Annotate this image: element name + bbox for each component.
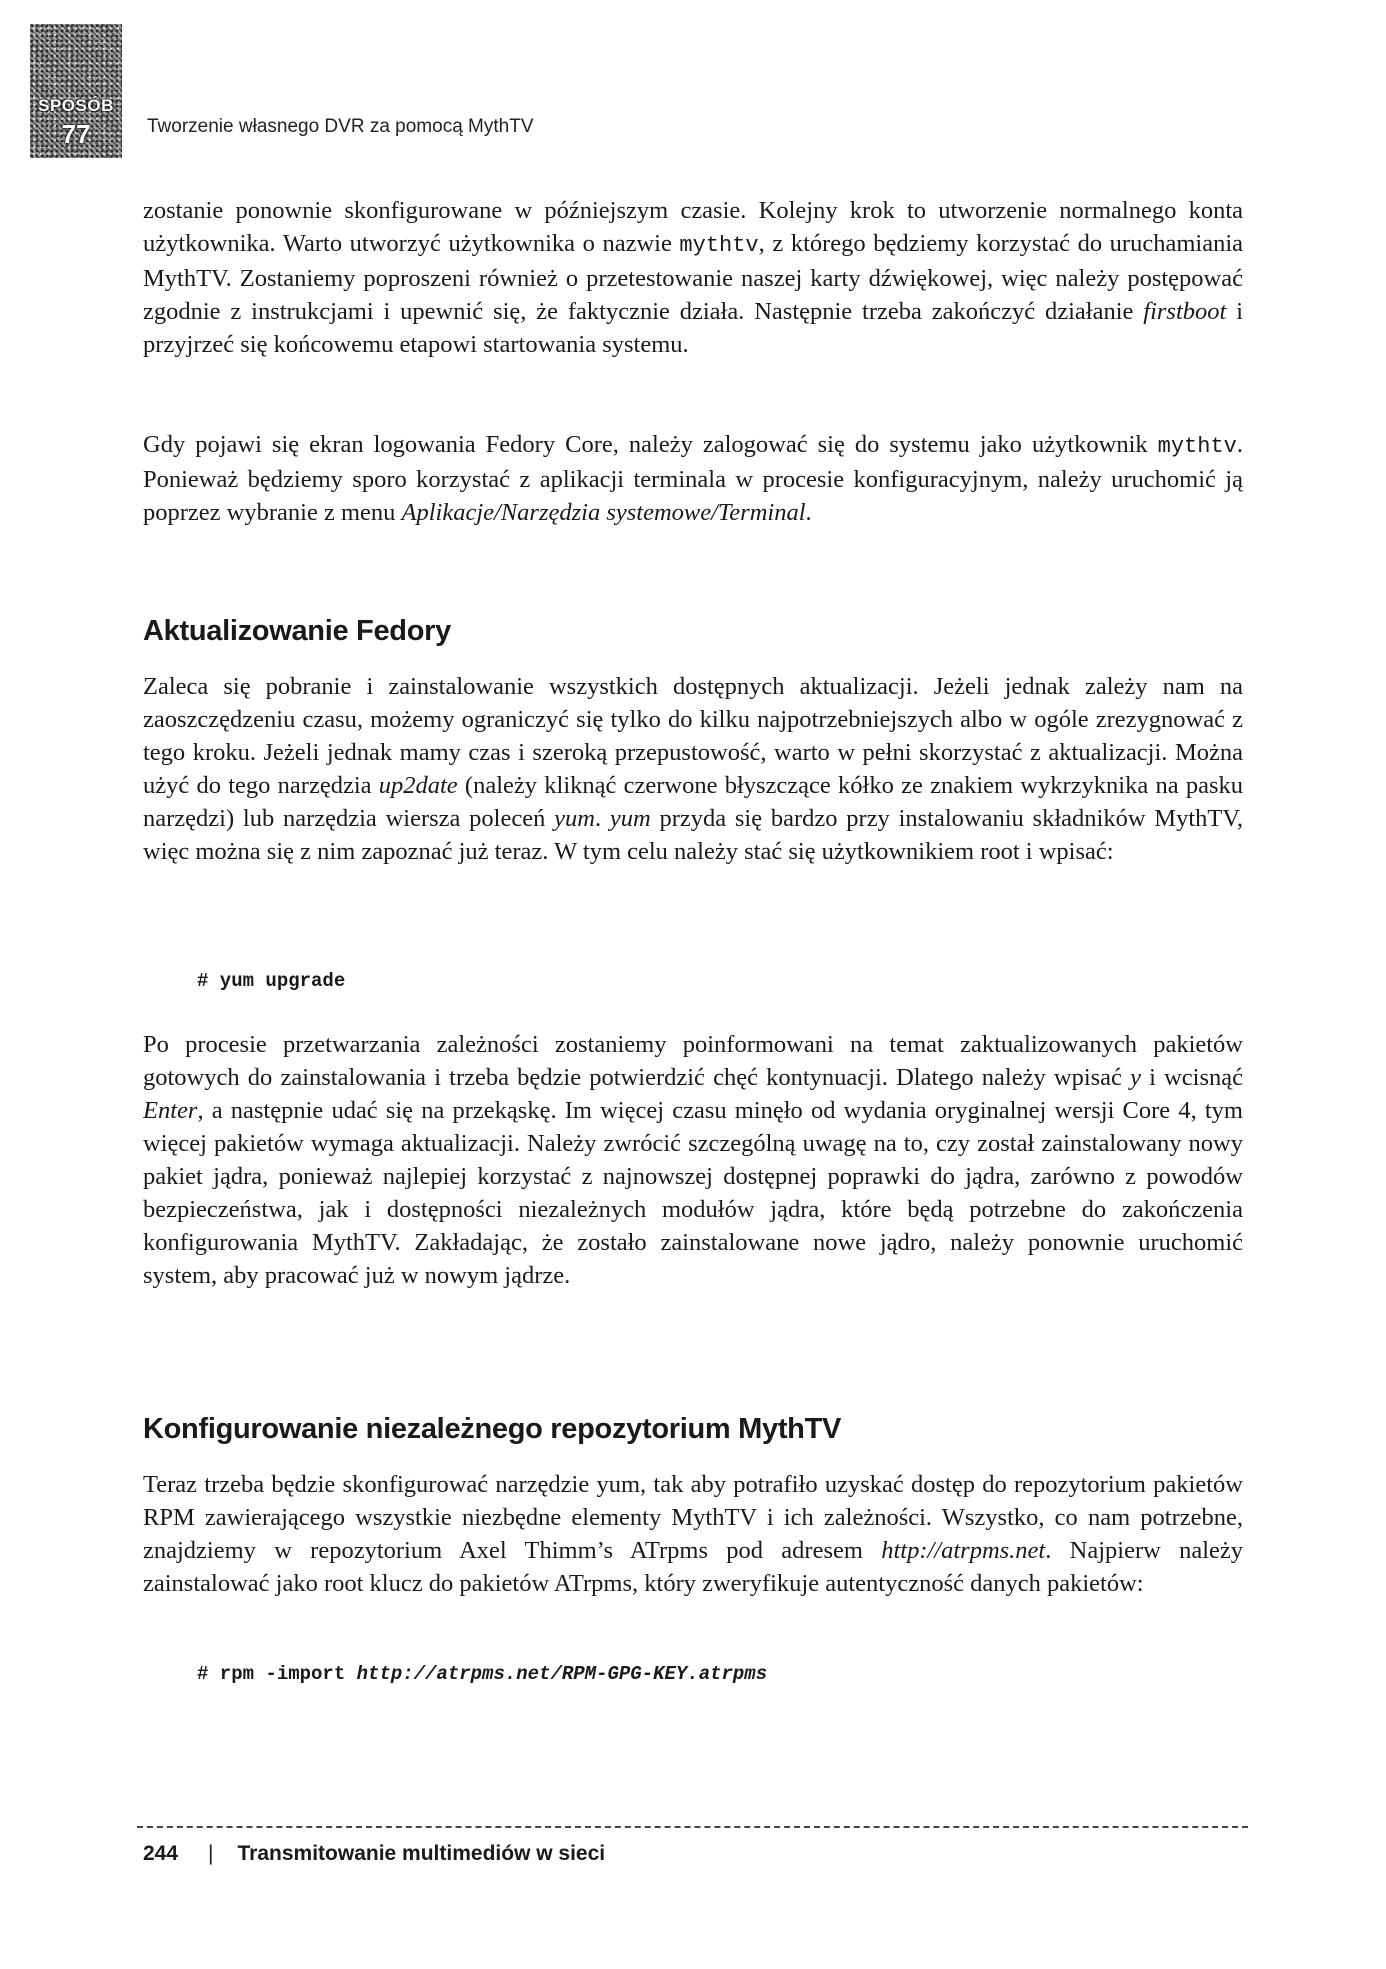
paragraph-3: Zaleca się pobranie i zainstalowanie wszystkich dostępnych aktualizacji. Jeżeli jednak zależy nam na zaoszczędzeniu czasu, możemy ograniczyć się tylko do kilku najpotrzebniejszych albo w ogóle zrezygnować z tego kroku. Jeżeli jednak mamy czas i szeroką przepustowość, warto w pełni skorzystać z aktualizacji. Można użyć do tego narzędzia up2date (należy kliknąć czerwone błyszczące kółko ze znakiem wykrzyknika na pasku narzędzi) lub narzędzia wiersza poleceń yum. yum przyda się bardzo przy instalowaniu składników MythTV, więc można się z nim zapoznać już teraz. W tym celu należy stać się użytkownikiem root i wpisać: (143, 673, 1244, 865)
emphasis: yum (554, 805, 595, 832)
inline-code: mythtv (679, 233, 759, 258)
emphasis: http://atrpms.net (881, 1537, 1046, 1564)
badge-number: 77 (61, 119, 91, 149)
section-badge (30, 24, 122, 158)
code-block-yum-upgrade: # yum upgrade (197, 970, 346, 992)
section-heading-repository: Konfigurowanie niezależnego repozytorium MythTV (143, 1413, 842, 1445)
code-block-rpm-import: # rpm -import http://atrpms.net/RPM-GPG-KEY.atrpms (197, 1663, 768, 1685)
footer-separator: | (208, 1842, 214, 1865)
section-heading-updates: Aktualizowanie Fedory (143, 615, 451, 647)
emphasis: Enter (143, 1097, 198, 1124)
page-number: 244 (143, 1842, 179, 1865)
paragraph-2: Gdy pojawi się ekran logowania Fedory Core, należy zalogować się do systemu jako użytkownik mythtv. Ponieważ będziemy sporo korzystać z aplikacji terminala w procesie konfiguracyjnym, należy uruchomić ją poprzez wybranie z menu Aplikacje/Narzędzia systemowe/Terminal. (143, 431, 1243, 526)
code-url: http://atrpms.net/RPM-GPG-KEY.atrpms (356, 1663, 768, 1685)
inline-code: mythtv (1157, 434, 1237, 459)
paragraph-5: Teraz trzeba będzie skonfigurować narzędzie yum, tak aby potrafiło uzyskać dostęp do repozytorium pakietów RPM zawierającego wszystkie niezbędne elementy MythTV i ich zależności. Wszystko, co nam potrzebne, znajdziemy w repozytorium Axel Thimm’s ATrpms pod adresem http://atrpms.net. Najpierw należy zainstalować jako root klucz do pakietów ATrpms, który zweryfikuje autentyczność danych pakietów: (143, 1471, 1243, 1597)
paragraph-1: zostanie ponownie skonfigurowane w późniejszym czasie. Kolejny krok to utworzenie normalnego konta użytkownika. Warto utworzyć użytkownika o nazwie mythtv, z którego będziemy korzystać do uruchamiania MythTV. Zostaniemy poproszeni również o przetestowanie naszej karty dźwiękowej, więc należy postępować zgodnie z instrukcjami i upewnić się, że faktycznie działa. Następnie trzeba zakończyć działanie firstboot i przyjrzeć się końcowemu etapowi startowania systemu. (143, 197, 1244, 358)
emphasis: yum (609, 805, 651, 832)
emphasis: y (1130, 1064, 1141, 1091)
running-title: Tworzenie własnego DVR za pomocą MythTV (147, 116, 534, 137)
paragraph-4: Po procesie przetwarzania zależności zostaniemy poinformowani na temat zaktualizowanych pakietów gotowych do zainstalowania i trzeba będzie potwierdzić chęć kontynuacji. Dlatego należy wpisać y i wcisnąć Enter, a następnie udać się na przekąskę. Im więcej czasu minęło od wydania oryginalnej wersji Core 4, tym więcej pakietów wymaga aktualizacji. Należy zwrócić szczególną uwagę na to, czy został zainstalowany nowy pakiet jądra, ponieważ najlepiej korzystać z najnowszej dostępnej poprawki do jądra, zarówno z powodów bezpieczeństwa, jak i dostępności niezależnych modułów jądra, które będą potrzebne do zakończenia konfigurowania MythTV. Zakładając, że zostało zainstalowane nowe jądro, należy ponownie uruchomić system, aby pracować już w nowym jądrze. (143, 1031, 1243, 1289)
emphasis: up2date (378, 772, 458, 799)
footer-divider (137, 1826, 1248, 1828)
emphasis: firstboot (1143, 298, 1227, 325)
page-footer (143, 1842, 605, 1866)
book-title: Transmitowanie multimediów w sieci (237, 1842, 606, 1865)
emphasis: Aplikacje/Narzędzia systemowe/Terminal (401, 499, 806, 526)
badge-word: SPOSÓB (38, 96, 114, 115)
